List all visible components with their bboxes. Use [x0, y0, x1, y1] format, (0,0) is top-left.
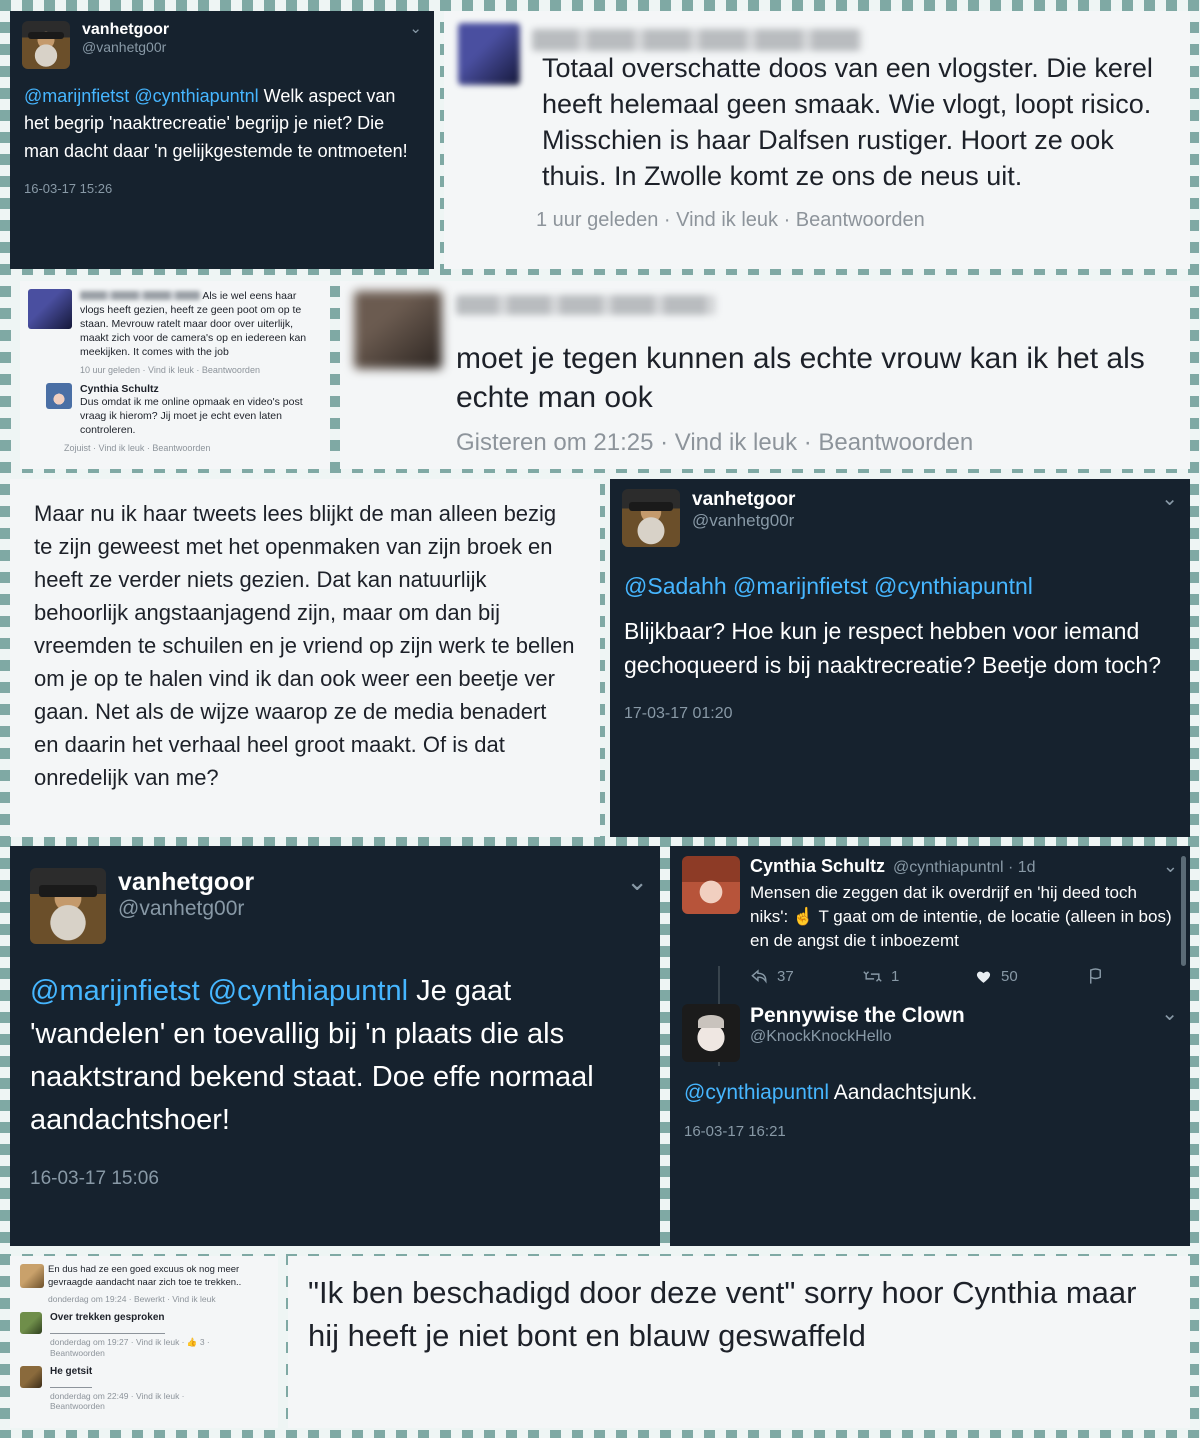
display-name: Pennywise the Clown	[750, 1004, 965, 1028]
quote-comment-card	[288, 1256, 1190, 1428]
reply-count: 37	[777, 968, 794, 986]
timestamp[interactable]: 16-03-17 15:06	[30, 1167, 159, 1189]
display-name: vanhetgoor	[82, 21, 170, 38]
handle: @cynthiapuntnl · 1d	[893, 859, 1036, 876]
long-comment-card	[10, 479, 600, 837]
scrollbar[interactable]	[1181, 856, 1186, 966]
handle: @vanhetg00r	[82, 39, 167, 56]
comment-text: "Ik ben beschadigd door deze vent" sorry hoor Cynthia maar hij heeft je niet bont en blauw geswaffeld	[308, 1275, 1137, 1353]
avatar	[20, 1264, 44, 1288]
chevron-down-icon[interactable]: ⌄	[409, 20, 422, 37]
facebook-comment-card-2	[340, 281, 1190, 469]
reply-icon	[750, 967, 769, 986]
avatar	[30, 868, 106, 944]
tweet-text	[10, 69, 434, 165]
chevron-down-icon[interactable]: ⌄	[1161, 488, 1178, 510]
comment-body-text: Als ie wel eens haar vlogs heeft gezien, heeft ze geen poot om op te staan. Mevrouw ratelt maar door over uiterlijk, maakt zich voor de camera's op en iedereen kan meekijken. It comes with the job	[80, 290, 307, 359]
tweet-card-vanhetgoor-1	[10, 11, 434, 269]
display-name: vanhetgoor	[118, 868, 255, 896]
mention-link[interactable]: @cynthiapuntnl	[684, 1081, 830, 1105]
facebook-comment-card-1	[444, 11, 1190, 269]
tweet-cynthia	[670, 846, 1190, 986]
tweet-card-vanhetgoor-2	[610, 479, 1190, 837]
tweet-author	[118, 868, 254, 921]
mention-link[interactable]: @cynthiapuntnl	[134, 86, 259, 106]
timestamp[interactable]: 16-03-17 15:26	[24, 181, 113, 197]
reply-row	[10, 1358, 278, 1388]
chevron-down-icon[interactable]: ⌄	[1161, 1003, 1178, 1026]
comment-meta[interactable]: 1 uur geleden · Vind ik leuk · Beantwoorden	[536, 208, 925, 231]
reply-meta[interactable]: Zojuist · Vind ik leuk · Beantwoorden	[64, 442, 211, 453]
like-count: 50	[1001, 968, 1018, 986]
tweet-pennywise	[670, 986, 1190, 1062]
timestamp[interactable]: 17-03-17 01:20	[624, 704, 733, 722]
heart-icon	[974, 967, 993, 986]
reply-meta[interactable]: donderdag om 19:27 · Vind ik leuk · 👍 3 ·	[50, 1336, 210, 1347]
avatar	[46, 383, 72, 409]
facebook-thread-card-small	[20, 281, 330, 469]
author-name-redacted	[80, 291, 200, 300]
retweet-count: 1	[891, 968, 900, 986]
tweet-body-text: Mensen die zeggen dat ik overdrijf en 'hij deed toch niks': ☝ T gaat om de intentie, de locatie (alleen in bos) en de angst die t inboezemt	[750, 883, 1172, 951]
comment-text: En dus had ze een goed excuus ok nog meer gevraagde aandacht naar zich toe te trekken..	[48, 1264, 242, 1288]
avatar-blurred	[458, 23, 520, 85]
handle: @vanhetg00r	[118, 896, 245, 920]
tweet-header	[10, 846, 660, 944]
tweet-body-text: Welk aspect van het begrip 'naaktrecreatie' begrijp je niet? Die man dacht daar 'n gelijkgestemde te ontmoeten!	[24, 86, 408, 161]
mention-link[interactable]: @cynthiapuntnl	[873, 573, 1033, 599]
display-name: vanhetgoor	[692, 489, 796, 510]
chevron-down-icon[interactable]: ⌄	[626, 866, 648, 896]
flag-icon	[1086, 967, 1105, 986]
chevron-down-icon[interactable]: ⌄	[1162, 856, 1178, 876]
comment-text: Maar nu ik haar tweets lees blijkt de man alleen bezig te zijn geweest met het openmaken van zijn broek en heeft ze verder niets gezien. Dat kan natuurlijk behoorlijk angstaanjagend zijn, maar om dan bij vreemden te schuilen en je vriend op zijn werk te bellen om je op te halen vind ik dan ook weer een beetje ver gaan. Net als de wijze waarop ze de media benadert en daarin het verhaal heel groot maakt. Of is dat onredelijk van me?	[34, 501, 575, 790]
mention-link[interactable]: @cynthiapuntnl	[207, 975, 409, 1007]
author-name-redacted	[456, 295, 716, 315]
tweet-body-text: Aandachtsjunk.	[829, 1081, 978, 1105]
reply-text: Dus omdat ik me online opmaak en video's post vraag ik hierom? Jij moet je echt even laten controleren.	[80, 396, 303, 437]
tweet-thread-card	[670, 846, 1190, 1246]
comment-row	[20, 281, 330, 359]
mention-link[interactable]: @marijnfietst	[24, 86, 130, 106]
tweet-text	[610, 547, 1190, 683]
like-button[interactable]	[974, 967, 1086, 986]
tweet-text	[670, 1062, 1190, 1108]
avatar	[682, 856, 740, 914]
reply-action[interactable]: Beantwoorden	[50, 1400, 105, 1411]
tweet-text	[10, 944, 660, 1142]
tweet-author	[692, 489, 795, 530]
tweet-card-vanhetgoor-3	[10, 846, 660, 1246]
reply-action[interactable]: Beantwoorden	[50, 1347, 105, 1358]
tweet-author	[82, 21, 169, 55]
reply-row	[10, 1304, 278, 1334]
avatar-blurred	[28, 289, 72, 329]
handle: @KnockKnockHello	[750, 1028, 892, 1046]
avatar	[622, 489, 680, 547]
avatar	[20, 1312, 42, 1334]
reply-author[interactable]: Cynthia Schultz	[80, 383, 159, 396]
reply-text: Over trekken gesproken	[50, 1312, 165, 1334]
facebook-thread-card-bottom	[10, 1256, 278, 1428]
retweet-icon	[862, 967, 883, 986]
reply-button[interactable]	[750, 967, 862, 986]
handle: @vanhetg00r	[692, 510, 795, 530]
comment-meta[interactable]: Gisteren om 21:25 · Vind ik leuk · Beantwoorden	[456, 429, 974, 456]
comment-text: Totaal overschatte doos van een vlogster. Die kerel heeft helemaal geen smaak. Wie vlogt, loopt risico. Misschien is haar Dalfsen rustiger. Hoort ze ook thuis. In Zwolle komt ze ons de neus uit.	[542, 53, 1153, 191]
reply-meta[interactable]: donderdag om 22:49 · Vind ik leuk ·	[50, 1390, 185, 1401]
comment-text: moet je tegen kunnen als echte vrouw kan ik het als echte man ook	[456, 342, 1145, 414]
avatar	[22, 21, 70, 69]
author-name-redacted	[532, 29, 862, 51]
retweet-button[interactable]	[862, 967, 974, 986]
mention-link[interactable]: @marijnfietst	[30, 975, 200, 1007]
avatar-blurred	[354, 291, 442, 369]
avatar	[682, 1004, 740, 1062]
tweet-header	[610, 479, 1190, 547]
tweet-body-text: Blijkbaar? Hoe kun je respect hebben voor iemand gechoqueerd is bij naaktrecreatie? Beetje dom toch?	[624, 617, 1162, 678]
tweet-actions	[750, 967, 1178, 986]
tweet-body-text: Je gaat 'wandelen' en toevallig bij 'n plaats die als naaktstrand bekend staat. Doe effe normaal aandachtshoer!	[30, 975, 594, 1136]
timestamp[interactable]: 16-03-17 16:21	[684, 1122, 786, 1140]
mention-link[interactable]: @marijnfietst	[733, 573, 868, 599]
tweet-header	[10, 11, 434, 69]
comment-meta[interactable]: donderdag om 19:24 · Bewerkt · Vind ik leuk	[48, 1293, 216, 1304]
share-button[interactable]	[1086, 967, 1105, 986]
reply-row	[20, 375, 330, 437]
reply-text: He getsit	[50, 1366, 92, 1388]
comment-meta[interactable]: 10 uur geleden · Vind ik leuk · Beantwoorden	[80, 365, 260, 376]
avatar	[20, 1366, 42, 1388]
mention-link[interactable]: @Sadahh	[624, 573, 727, 599]
comment-text	[80, 289, 322, 359]
display-name: Cynthia Schultz	[750, 856, 886, 876]
